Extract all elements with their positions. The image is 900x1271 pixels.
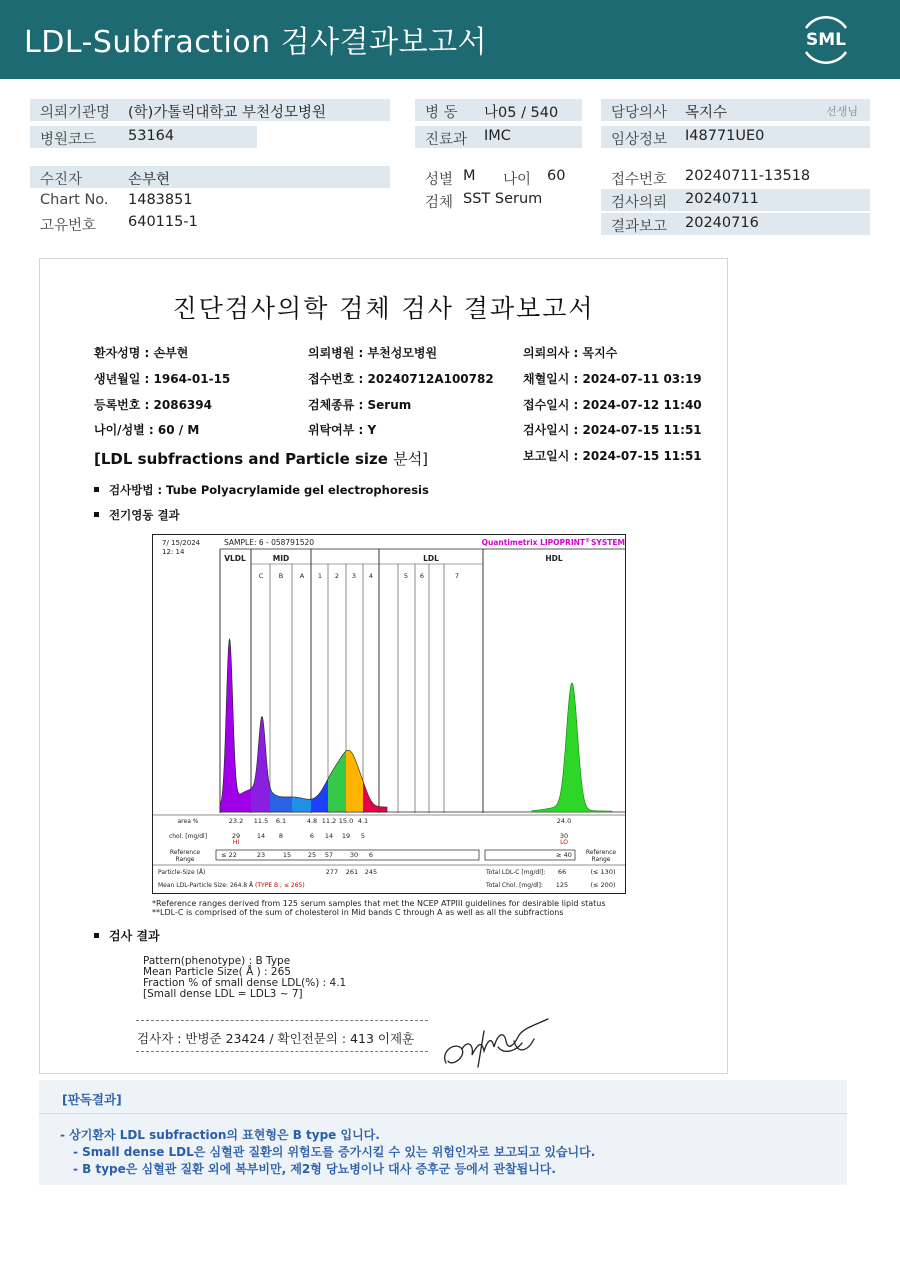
mean-particle-size: Mean LDL-Particle Size: 264.8 Å (TYPE B ; ≤ 265)	[158, 882, 305, 889]
label-dept: 진료과	[425, 132, 468, 148]
field-request	[601, 189, 870, 211]
area-value: 15.0	[338, 817, 354, 825]
value-request: 20240711	[685, 191, 759, 207]
band-label: 7	[454, 572, 460, 580]
info-age-sex: 나이/성별 : 60 / M	[94, 423, 200, 437]
footnote-2: **LDL-C is comprised of the sum of cholesterol in Mid bands C through A as well as all the subfractions	[152, 908, 564, 917]
value-dept: IMC	[484, 128, 511, 144]
value-doctor: 목지수	[685, 105, 728, 121]
value-chart-no: 1483851	[128, 192, 193, 208]
field-specimen	[415, 189, 585, 211]
field-unique	[30, 212, 390, 234]
area-value: 23.2	[228, 817, 244, 825]
value-examinee: 손부현	[128, 172, 171, 188]
band-label: A	[299, 572, 305, 580]
total-chol-value: 125	[555, 881, 569, 889]
info-report-time: 보고일시 : 2024-07-15 11:51	[523, 449, 702, 463]
particle-value: 277	[325, 868, 339, 876]
chol-value: 14	[324, 832, 334, 840]
info-doctor: 의뢰의사 : 목지수	[523, 346, 618, 360]
info-receipt-time: 접수일시 : 2024-07-12 11:40	[523, 398, 702, 412]
value-clinical: I48771UE0	[685, 128, 765, 144]
field-ward	[415, 99, 582, 121]
chart-system-name: Quantimetrix LIPOPRINT	[481, 538, 585, 547]
page-title: LDL-Subfraction 검사결과보고서	[24, 25, 488, 60]
ref-label-right: Reference	[585, 849, 617, 856]
label-request: 검사의뢰	[611, 195, 668, 211]
label-code: 병원코드	[40, 132, 97, 148]
label-unique: 고유번호	[40, 218, 97, 234]
chart-sample: SAMPLE: 6 - 058791520	[224, 538, 315, 547]
area-value: 11.5	[253, 817, 269, 825]
label-receipt: 접수번호	[611, 172, 668, 188]
section-heading	[94, 448, 428, 469]
field-clinical	[601, 126, 870, 148]
flag-vldl-hi: HI	[232, 839, 240, 846]
particle-value: 261	[345, 868, 359, 876]
total-chol-label: Total Chol. [mg/dl]:	[486, 882, 543, 889]
field-report-date	[601, 213, 870, 235]
ref-value: 57	[324, 851, 334, 859]
chart-system: Quantimetrix LIPOPRINT®	[481, 538, 590, 547]
value-code: 53164	[128, 128, 175, 144]
label-specimen: 검체	[425, 195, 454, 211]
group-label-mid: MID	[272, 554, 290, 563]
value-specimen: SST Serum	[463, 191, 543, 207]
group-label-hdl: HDL	[545, 554, 563, 563]
total-ldl-ref: (≤ 130)	[590, 868, 616, 876]
area-value-hdl: 24.0	[556, 817, 572, 825]
sml-logo	[798, 12, 854, 66]
ref-label-right-range: Range	[591, 856, 611, 863]
particle-value: 245	[364, 868, 378, 876]
band-label: 4	[368, 572, 374, 580]
total-ldl-label: Total LDL-C [mg/dl]:	[486, 869, 546, 876]
footnote-1: *Reference ranges derived from 125 serum samples that met the NCEP ATPIII guidelines for desirable lipid status	[152, 899, 606, 908]
report-title: 진단검사의학 검체 검사 결과보고서	[172, 294, 595, 323]
divider-bottom	[136, 1051, 428, 1052]
section-heading-en: [LDL subfractions and Particle size	[94, 450, 388, 468]
band-label: 3	[351, 572, 357, 580]
chart-time: 12: 14	[162, 548, 185, 556]
value-sex: M	[463, 168, 476, 184]
judgement-panel	[39, 1080, 847, 1185]
label-age: 나이	[503, 172, 532, 188]
info-reg-no: 등록번호 : 2086394	[94, 398, 212, 412]
label-doctor: 담당의사	[611, 105, 668, 121]
field-chart-no	[30, 190, 390, 212]
ref-value: 23	[256, 851, 266, 859]
label-chart-no: Chart No.	[40, 192, 109, 208]
field-dept	[415, 126, 582, 148]
total-ldl-value: 66	[557, 868, 567, 876]
info-patient-name: 환자성명 : 손부현	[94, 346, 189, 360]
result-mean-size: Mean Particle Size( Å ) : 265	[143, 966, 291, 978]
field-doctor	[601, 99, 870, 121]
band-label: 5	[403, 572, 409, 580]
result-heading: 검사 결과	[94, 927, 160, 944]
chol-value: 14	[256, 832, 266, 840]
info-hospital: 의뢰병원 : 부천성모병원	[308, 346, 438, 360]
info-draw-time: 채혈일시 : 2024-07-11 03:19	[523, 372, 702, 386]
info-specimen: 검체종류 : Serum	[308, 398, 412, 412]
field-receipt	[601, 166, 870, 188]
value-unique: 640115-1	[128, 214, 198, 230]
chol-value: 8	[278, 832, 284, 840]
label-clinical: 임상정보	[611, 132, 668, 148]
value-age: 60	[547, 168, 566, 184]
header-bar	[0, 0, 900, 79]
ref-value: ≤ 22	[221, 851, 237, 859]
row-label-area: area %	[177, 818, 199, 825]
value-report-date: 20240716	[685, 215, 759, 231]
judgement-header	[39, 1080, 847, 1114]
band-label: 1	[317, 572, 323, 580]
area-value: 6.1	[275, 817, 287, 825]
result-definition: [Small dense LDL = LDL3 ~ 7]	[143, 988, 303, 1000]
divider-top	[136, 1020, 428, 1021]
electro-heading: 전기영동 결과	[94, 507, 180, 523]
judgement-line-1: - 상기환자 LDL subfraction의 표현형은 B type 입니다.	[60, 1128, 380, 1142]
chart-system-suffix: SYSTEM	[591, 538, 625, 547]
group-label-vldl: VLDL	[224, 554, 246, 563]
value-ward: 나05 / 540	[484, 105, 559, 121]
label-hospital: 의뢰기관명	[40, 105, 111, 121]
chol-value: 19	[341, 832, 351, 840]
field-hospital	[30, 99, 390, 121]
chol-value: 6	[309, 832, 315, 840]
area-value: 4.8	[306, 817, 318, 825]
info-consign: 위탁여부 : Y	[308, 423, 377, 437]
label-report-date: 결과보고	[611, 219, 668, 235]
electrophoresis-chart	[152, 534, 626, 894]
row-label-ref: Reference	[169, 849, 201, 856]
ref-value-hdl: ≥ 40	[556, 851, 572, 859]
ref-value: 15	[282, 851, 292, 859]
value-receipt: 20240711-13518	[685, 168, 811, 184]
signature-line: 검사자 : 반병준 23424 / 확인전문의 : 413 이제훈	[137, 1031, 415, 1046]
area-value: 11.2	[321, 817, 337, 825]
info-birth: 생년월일 : 1964-01-15	[94, 372, 231, 386]
row-label-range: Range	[175, 856, 195, 863]
group-label-ldl: LDL	[423, 554, 439, 563]
judgement-line-2: - Small dense LDL은 심혈관 질환의 위험도를 증가시킬 수 있는 위험인자로 보고되고 있습니다.	[73, 1145, 596, 1159]
area-value: 4.1	[357, 817, 369, 825]
band-label: 2	[334, 572, 340, 580]
report-document	[39, 258, 728, 1074]
row-label-particle: Particle-Size (Å)	[158, 869, 206, 876]
flag-hdl-lo: LO	[560, 839, 568, 846]
section-heading-ko: 분석]	[393, 450, 429, 468]
band-label: C	[258, 572, 264, 580]
label-ward: 병 동	[425, 105, 458, 121]
band-label: B	[278, 572, 284, 580]
chol-value-hdl: 30	[559, 832, 569, 840]
field-code	[30, 126, 257, 148]
field-sex-age	[415, 166, 585, 188]
band-label: 6	[419, 572, 425, 580]
chol-value: 29	[231, 832, 241, 840]
chart-date: 7/ 15/2024	[162, 539, 201, 547]
method-line: 검사방법 : Tube Polyacrylamide gel electrophoresis	[94, 482, 429, 498]
info-test-time: 검사일시 : 2024-07-15 11:51	[523, 423, 702, 437]
result-pattern: Pattern(phenotype) : B Type	[143, 955, 291, 967]
field-examinee	[30, 166, 390, 188]
chol-value: 5	[360, 832, 366, 840]
label-sex: 성별	[425, 172, 454, 188]
total-chol-ref: (≤ 200)	[590, 881, 616, 889]
handwritten-signature	[438, 1011, 556, 1073]
label-examinee: 수진자	[40, 172, 83, 188]
ref-value: 6	[368, 851, 374, 859]
ref-value: 25	[307, 851, 317, 859]
judgement-line-3: - B type은 심혈관 질환 외에 복부비만, 제2형 당뇨병이나 대사 증후군 등에서 관찰됩니다.	[73, 1162, 556, 1176]
ref-value: 30	[349, 851, 359, 859]
info-receipt: 접수번호 : 20240712A100782	[308, 372, 494, 386]
logo-text: SML	[806, 30, 846, 50]
value-hospital: (학)가톨릭대학교 부천성모병원	[128, 105, 327, 121]
result-fraction: Fraction % of small dense LDL(%) : 4.1	[143, 977, 347, 989]
judgement-heading: [판독결과]	[62, 1092, 122, 1107]
row-label-chol: chol. [mg/dl]	[168, 833, 208, 840]
doctor-suffix: 선생님	[826, 105, 858, 118]
